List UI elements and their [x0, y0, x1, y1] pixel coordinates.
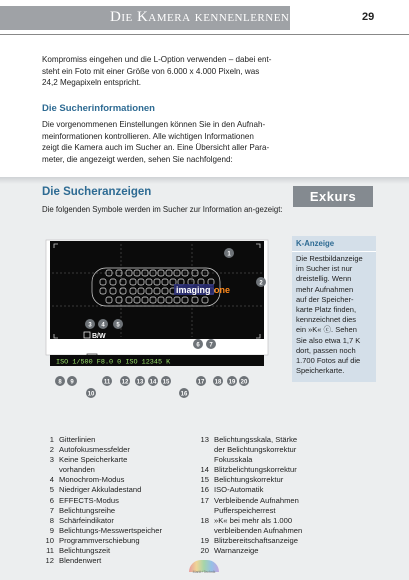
- legend-item: [199, 465, 339, 475]
- legend-item: [44, 485, 194, 495]
- paragraph-line: meinformationen kontrollieren. Alle wichtigen Informationen: [42, 131, 254, 141]
- sidebar-line: auf der Speicher-: [296, 294, 354, 304]
- exkurs-label: Exkurs: [293, 186, 373, 207]
- sidebar-line: Die Restbildanzeige: [296, 254, 363, 263]
- callout-18: [213, 376, 223, 386]
- legend-label: Programmverschiebung: [59, 535, 140, 545]
- watermark-text-2: one: [214, 285, 231, 295]
- legend-number: 1: [49, 435, 54, 444]
- callout-15: [161, 376, 171, 386]
- legend-number: 13: [200, 435, 209, 444]
- legend-number: 14: [200, 465, 209, 475]
- legend-label: Warnanzeige: [214, 546, 259, 556]
- bw-label: B/W: [92, 333, 106, 340]
- callout-number: 18: [214, 379, 222, 386]
- sidebar-line: mehr Aufnahmen: [296, 284, 354, 294]
- callout-number: 11: [103, 379, 111, 386]
- legend-label: Blitzbereitschaftsanzeige: [214, 535, 298, 545]
- legend-number: 9: [49, 525, 54, 535]
- sidebar-line: dreistellig. Wenn: [296, 274, 352, 284]
- callout-16: [179, 388, 189, 398]
- sidebar-line: Speicherkarte.: [296, 366, 345, 376]
- callout-number: 3: [88, 322, 92, 329]
- callout-7: [206, 339, 216, 349]
- legend-label: der Belichtungskorrektur: [214, 445, 297, 455]
- legend-number: 11: [46, 546, 54, 556]
- sidebar-line: 1.700 Fotos auf die: [296, 356, 361, 366]
- sidebar-line: kennzeichnet dies: [296, 315, 357, 325]
- legend-label: Belichtungs-Messwertspeicher: [59, 525, 162, 535]
- legend-item: [44, 536, 194, 546]
- legend-label: Pufferspeicherrest: [214, 505, 276, 515]
- callout-19: [227, 376, 237, 386]
- legend-item: [44, 556, 194, 566]
- legend-number: 8: [49, 515, 54, 525]
- callout-9: [67, 376, 77, 386]
- legend-number: 18: [200, 515, 209, 525]
- callout-17: [196, 376, 206, 386]
- legend-item: [199, 516, 339, 536]
- legend-label: ISO-Automatik: [214, 485, 264, 495]
- legend-number: 19: [200, 535, 209, 545]
- callout-11: [102, 376, 112, 386]
- legend-label: Autofokusmessfelder: [59, 445, 130, 455]
- legend-item: [44, 455, 194, 475]
- legend-item: [199, 536, 339, 546]
- legend-label: EFFECTS-Modus: [59, 495, 119, 505]
- legend-number: 7: [49, 505, 54, 515]
- intro-line: Kompromiss eingehen und die L-Option verwenden – dabei ent-: [42, 55, 272, 64]
- callout-4: [98, 319, 108, 329]
- callout-number: 15: [162, 379, 170, 386]
- sidebar-line: ein »K« ⓒ. Sehen: [296, 325, 357, 335]
- legend-item: [199, 485, 339, 495]
- page-number: 29: [362, 11, 375, 23]
- legend-label: Keine Speicherkarte: [59, 455, 128, 465]
- legend-label: Monochrom-Modus: [59, 475, 125, 485]
- intro-line: 24,2 Megapixeln entspricht.: [42, 78, 141, 87]
- legend-item: [44, 445, 194, 455]
- legend-number: 5: [49, 485, 54, 495]
- legend-label: verbleibenden Aufnahmen: [214, 525, 303, 535]
- legend-number: 3: [49, 455, 54, 465]
- callout-number: 19: [228, 379, 236, 386]
- callout-number: 17: [197, 379, 205, 386]
- legend-label: vorhanden: [59, 465, 95, 475]
- legend-label: »K« bei mehr als 1.000: [214, 515, 293, 525]
- legend-item: [44, 546, 194, 556]
- callout-number: 12: [121, 379, 129, 386]
- legend-label: Schärfeindikator: [59, 515, 114, 525]
- publisher-logo: [189, 560, 219, 576]
- paragraph-line: Die vorgenommenen Einstellungen können Sie in den Aufnah-: [42, 120, 266, 129]
- callout-number: 5: [116, 322, 120, 329]
- section-heading-sucheranzeigen: Die Sucheranzeigen: [42, 186, 152, 198]
- sidebar-line: karte Platz finden,: [296, 305, 357, 315]
- legend-label: Niedriger Akkuladestand: [59, 485, 142, 495]
- legend-label: Fokusskala: [214, 455, 253, 465]
- legend-right: [199, 435, 339, 556]
- legend-item: [44, 526, 194, 536]
- callout-number: 14: [149, 379, 157, 386]
- callout-number: 1: [227, 251, 231, 258]
- legend-label: Blitzbelichtungskorrektur: [214, 465, 297, 475]
- callout-13: [135, 376, 145, 386]
- sucheranzeigen-intro: Die folgenden Symbole werden im Sucher zur Information an-gezeigt:: [42, 205, 283, 214]
- legend-label: Gitterlinien: [59, 435, 96, 444]
- callout-number: 10: [87, 391, 95, 398]
- legend-number: 2: [49, 445, 54, 455]
- legend-number: 16: [200, 485, 209, 495]
- legend-number: 20: [200, 546, 209, 556]
- legend-number: 4: [49, 475, 54, 485]
- legend-item: [199, 435, 339, 465]
- sidebar-heading: K-Anzeige: [296, 239, 335, 248]
- callout-number: 4: [101, 322, 105, 329]
- callout-1: [224, 248, 234, 258]
- legend-left: [44, 435, 194, 566]
- callout-5: [113, 319, 123, 329]
- legend-number: 15: [200, 475, 209, 485]
- legend-label: Belichtungszeit: [59, 546, 111, 556]
- legend-label: Verbleibende Aufnahmen: [214, 495, 299, 505]
- legend-label: Belichtungsskala, Stärke: [214, 435, 298, 444]
- paragraph-line: meter, die angezeigt werden, sehen Sie nachfolgend:: [42, 154, 233, 164]
- legend-item: [199, 496, 339, 516]
- legend-number: 12: [45, 556, 54, 566]
- callout-number: 8: [58, 379, 62, 386]
- sidebar-line: dort, passen noch: [296, 345, 356, 355]
- sidebar-line: Sie also etwa 1,7 K: [296, 335, 361, 345]
- section-heading-sucherinformationen: Die Sucherinformationen: [42, 103, 155, 114]
- info-readout: ISO 1/500 F8.0 0 ISO 12345 K: [56, 358, 171, 367]
- legend-number: 6: [49, 495, 54, 505]
- callout-12: [120, 376, 130, 386]
- callout-14: [148, 376, 158, 386]
- legend-item: [44, 475, 194, 485]
- callout-number: 20: [240, 379, 248, 386]
- callout-6: [193, 339, 203, 349]
- callout-20: [239, 376, 249, 386]
- legend-label: Blendenwert: [59, 556, 102, 566]
- sidebar-line: im Sucher ist nur: [296, 264, 353, 274]
- callout-number: 6: [196, 342, 200, 349]
- legend-number: 10: [45, 535, 54, 545]
- watermark: [174, 284, 230, 295]
- logo-text: Markt+Technik: [192, 570, 216, 574]
- legend-item: [199, 475, 339, 485]
- legend-item: [44, 516, 194, 526]
- legend-item: [44, 506, 194, 516]
- legend-item: [44, 435, 194, 445]
- legend-label: Belichtungskorrektur: [214, 475, 284, 485]
- callout-number: 2: [259, 280, 263, 287]
- callout-number: 9: [70, 379, 74, 386]
- callout-number: 13: [136, 379, 144, 386]
- legend-item: [44, 496, 194, 506]
- callout-8: [55, 376, 65, 386]
- callout-number: 7: [209, 342, 213, 349]
- intro-line: steht ein Foto mit einer Größe von 6.000 x 4.000 Pixeln, was: [42, 66, 260, 76]
- legend-label: Belichtungsreihe: [59, 505, 116, 515]
- watermark-text-1: imaging: [176, 285, 211, 295]
- paragraph-line: zeigt die Kamera auch im Sucher an. Eine Übersicht aller Para-: [42, 143, 270, 152]
- callout-10: [86, 388, 96, 398]
- chapter-title: Die Kamera kennenlernen: [110, 9, 290, 25]
- callout-3: [85, 319, 95, 329]
- callout-2: [256, 277, 266, 287]
- callout-number: 16: [180, 391, 188, 398]
- legend-number: 17: [200, 495, 209, 505]
- legend-item: [199, 546, 339, 556]
